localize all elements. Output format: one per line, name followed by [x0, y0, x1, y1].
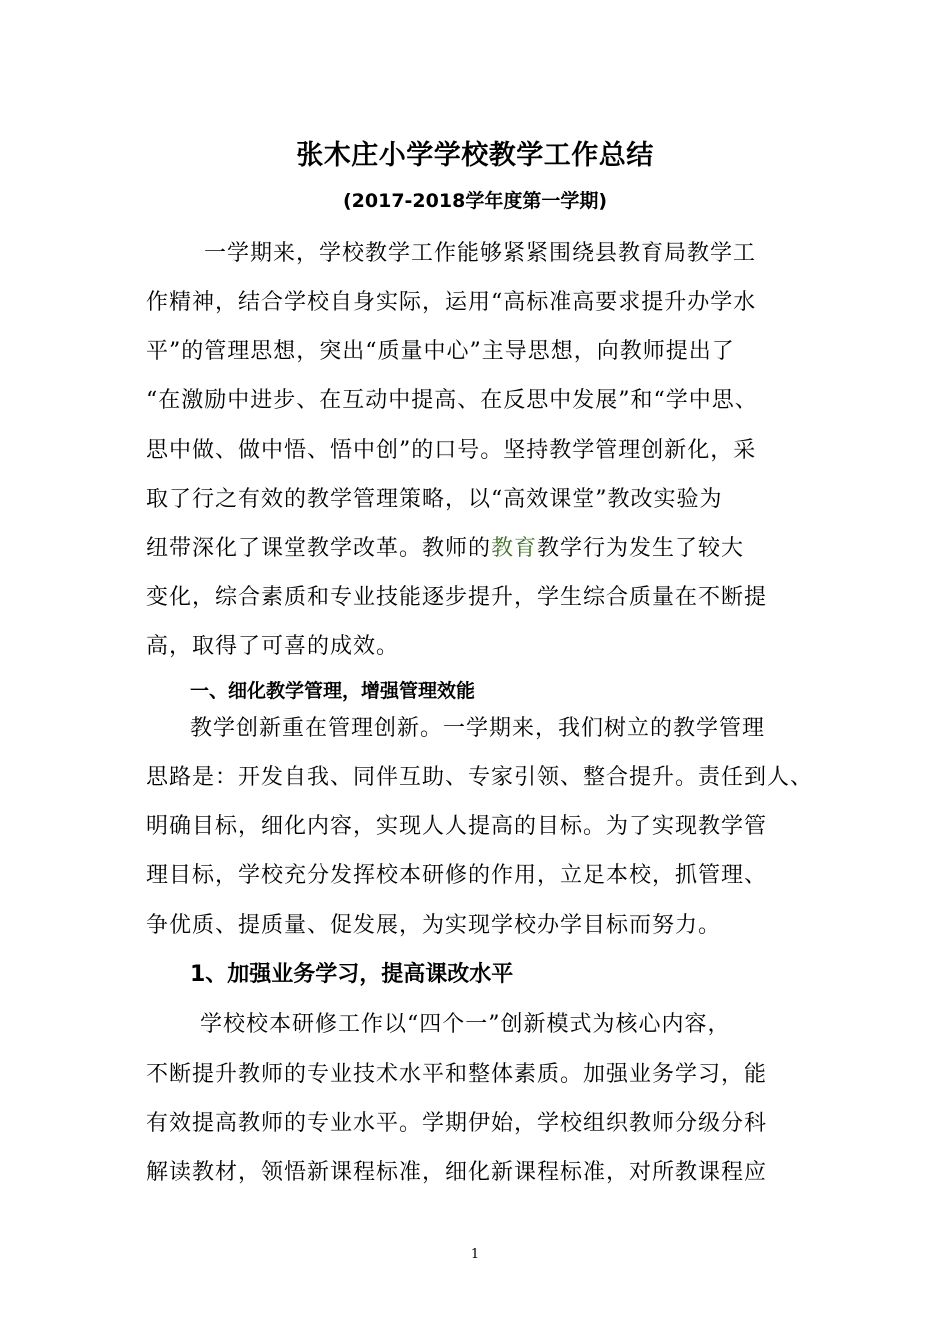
subsection-heading: 1、加强业务学习，提高课改水平: [190, 962, 514, 987]
page-number: 1: [470, 1247, 480, 1262]
intro-line: 平”的管理思想，突出“质量中心”主导思想，向教师提出了: [146, 339, 735, 364]
section-heading: 一、细化教学管理，增强管理效能: [190, 680, 476, 702]
intro-line: [146, 531, 744, 562]
subsection-line: 学校校本研修工作以“四个一”创新模式为核心内容，: [200, 1012, 731, 1037]
subsection-line: 有效提高教师的专业水平。学期伊始，学校组织教师分级分科: [146, 1111, 768, 1136]
document-subtitle: (2017-2018学年度第一学期): [342, 190, 607, 212]
intro-line: 变化，综合素质和专业技能逐步提升，学生综合质量在不断提: [146, 585, 768, 610]
subsection-line: 解读教材，领悟新课程标准，细化新课程标准，对所教课程应: [146, 1160, 768, 1185]
document-title: 张木庄小学学校教学工作总结: [296, 140, 654, 171]
section-line: 思路是：开发自我、同伴互助、专家引领、整合提升。责任到人、: [146, 765, 814, 790]
section-line: 明确目标，细化内容，实现人人提高的目标。为了实现教学管: [146, 814, 768, 839]
section-line: 教学创新重在管理创新。一学期来，我们树立的教学管理: [190, 716, 766, 741]
intro-line: 作精神，结合学校自身实际，运用“高标准高要求提升办学水: [146, 290, 757, 315]
education-link[interactable]: 教育: [491, 536, 538, 561]
intro-line-text: 纽带深化了课堂教学改革。教师的: [146, 536, 492, 561]
subsection-line: 不断提升教师的专业技术水平和整体素质。加强业务学习，能: [146, 1062, 768, 1087]
intro-line-text: 教学行为发生了较大: [537, 536, 745, 561]
intro-line: “在激励中进步、在互动中提高、在反思中发展”和“学中思、: [146, 388, 758, 413]
section-line: 理目标，学校充分发挥校本研修的作用，立足本校，抓管理、: [146, 863, 768, 888]
intro-line: 一学期来，学校教学工作能够紧紧围绕县教育局教学工: [204, 241, 757, 266]
section-line: 争优质、提质量、促发展，为实现学校办学目标而努力。: [146, 913, 722, 938]
intro-line: 高，取得了可喜的成效。: [146, 634, 400, 659]
intro-line: 取了行之有效的教学管理策略，以“高效课堂”教改实验为: [146, 487, 723, 512]
intro-line: 思中做、做中悟、悟中创”的口号。坚持教学管理创新化，采: [146, 438, 757, 463]
